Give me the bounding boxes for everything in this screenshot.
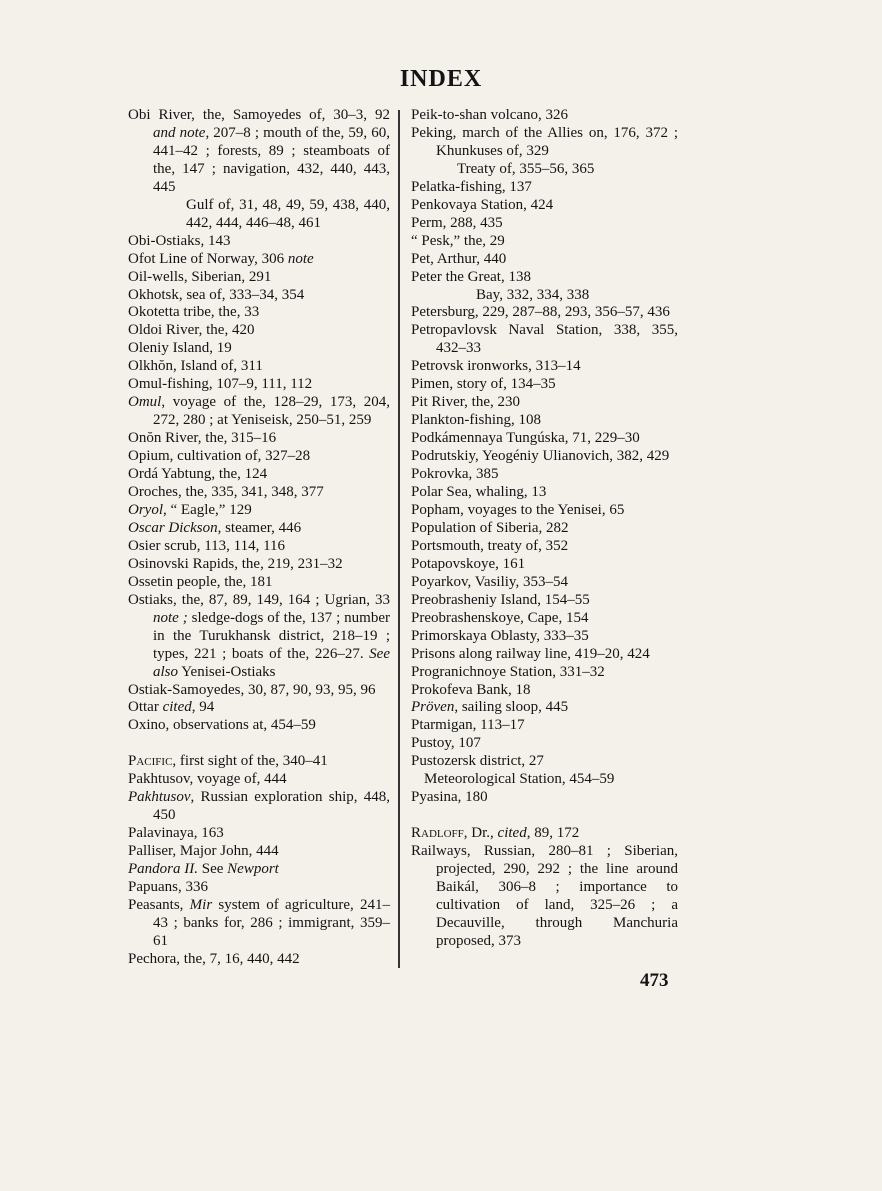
index-entry bbox=[411, 107, 678, 125]
index-entry-text: Osinovski Rapids, the, 219, 231–32 bbox=[128, 555, 343, 572]
index-entry bbox=[128, 448, 390, 466]
index-entry bbox=[128, 251, 390, 269]
index-entry bbox=[411, 430, 678, 448]
index-entry bbox=[411, 179, 678, 197]
index-entry-text: Oroches, the, 335, 341, 348, 377 bbox=[128, 484, 324, 501]
index-entry-text: Mir bbox=[189, 896, 213, 913]
index-entry bbox=[411, 376, 678, 394]
index-entry bbox=[128, 233, 390, 251]
index-entry-text: Podkámennaya Tungúska, 71, 229–30 bbox=[411, 430, 640, 447]
index-entry-text: See bbox=[198, 861, 228, 878]
index-entry bbox=[128, 951, 390, 969]
index-entry-text: note ; bbox=[153, 609, 188, 626]
index-entry bbox=[128, 861, 390, 879]
index-entry-text: Ottar bbox=[128, 699, 163, 716]
index-entry-text: , steamer, 446 bbox=[217, 519, 302, 536]
index-entry-text: , sailing sloop, 445 bbox=[454, 699, 569, 716]
index-entry-text: Pustoy, 107 bbox=[411, 735, 481, 752]
index-entry-text: sledge-dogs of the, 137 ; number in the Turukhansk district, 218–19 ; types, 221 ; boats of the, 226–27. bbox=[153, 609, 390, 662]
index-entry bbox=[411, 269, 678, 287]
index-entry-text: Newport bbox=[227, 861, 279, 878]
index-entry-text: Obi-Ostiaks, 143 bbox=[128, 232, 231, 249]
index-entry bbox=[128, 825, 390, 843]
index-entry-text: Pakhtusov bbox=[128, 789, 191, 806]
index-entry bbox=[128, 574, 390, 592]
index-entry-text: Osier scrub, 113, 114, 116 bbox=[128, 537, 286, 554]
index-entry bbox=[411, 520, 678, 538]
index-entry-text: Olkhŏn, Island of, 311 bbox=[128, 358, 263, 375]
index-entry-text: Bay, 332, 334, 338 bbox=[476, 286, 590, 303]
index-entry-text: Oryol bbox=[128, 501, 163, 518]
index-entry bbox=[128, 556, 390, 574]
index-entry bbox=[128, 269, 390, 287]
index-entry bbox=[128, 789, 390, 825]
index-entry bbox=[411, 592, 678, 610]
index-entry-text: Yenisei-Ostiaks bbox=[178, 663, 276, 680]
section-gap bbox=[128, 735, 390, 753]
index-entry-text: Penkovaya Station, 424 bbox=[411, 196, 554, 213]
index-entry bbox=[411, 735, 678, 753]
index-entry-text: Palliser, Major John, 444 bbox=[128, 843, 279, 860]
index-entry bbox=[411, 699, 678, 717]
index-entry-text: Onŏn River, the, 315–16 bbox=[128, 430, 277, 447]
index-entry bbox=[411, 628, 678, 646]
index-entry-text: Podrutskiy, Yeogéniy Ulianovich, 382, 429 bbox=[411, 448, 670, 465]
index-entry bbox=[128, 897, 390, 951]
index-entry-text: Oldoi River, the, 420 bbox=[128, 322, 255, 339]
index-entry bbox=[128, 879, 390, 897]
index-entry-text: Pechora, the, 7, 16, 440, 442 bbox=[128, 950, 300, 967]
index-entry-text: , 207–8 ; mouth of the, 59, 60, 441–42 ; forests, 89 ; steamboats of the, 147 ; navigation, 432, 440, 443, 445 bbox=[153, 124, 390, 195]
index-entry-text: Gulf of, 31, 48, 49, 59, 438, 440, 442, 444, 446–48, 461 bbox=[186, 196, 390, 231]
index-entry-text: Peasants, bbox=[128, 896, 190, 913]
index-entry-text: Radloff bbox=[411, 825, 464, 842]
index-entry-text: Pet, Arthur, 440 bbox=[411, 250, 507, 267]
index-entry bbox=[411, 717, 678, 735]
index-entry-text: Peter the Great, 138 bbox=[411, 268, 531, 285]
index-entry bbox=[411, 664, 678, 682]
index-entry bbox=[128, 376, 390, 394]
index-entry bbox=[128, 771, 390, 789]
index-entry-text: Pandora II. bbox=[128, 861, 198, 878]
index-entry bbox=[411, 771, 678, 789]
index-entry bbox=[411, 125, 678, 161]
index-entry-text: Oscar Dickson bbox=[128, 519, 218, 536]
index-entry bbox=[128, 753, 390, 771]
page-number: 473 bbox=[640, 970, 669, 991]
index-entry-text: Poyarkov, Vasiliy, 353–54 bbox=[411, 573, 568, 590]
index-entry-text: Obi River, the, Samoyedes of, 30–3, 92 bbox=[128, 107, 390, 123]
index-entry-text: Pelatka-fishing, 137 bbox=[411, 178, 532, 195]
index-entry bbox=[411, 358, 678, 376]
index-entry-text: Prisons along railway line, 419–20, 424 bbox=[411, 645, 650, 662]
index-entry-text: Ofot Line of Norway, 306 bbox=[128, 250, 288, 267]
index-entry bbox=[411, 233, 678, 251]
index-entry bbox=[411, 484, 678, 502]
index-entry bbox=[128, 107, 390, 197]
index-entry bbox=[128, 304, 390, 322]
index-entry-text: Population of Siberia, 282 bbox=[411, 519, 569, 536]
index-entry bbox=[411, 556, 678, 574]
index-entry bbox=[128, 430, 390, 448]
index-entry bbox=[411, 538, 678, 556]
index-entry-text: Treaty of, 355–56, 365 bbox=[457, 160, 595, 177]
index-entry-text: , “ Eagle,” 129 bbox=[163, 501, 252, 518]
index-entry-text: Ossetin people, the, 181 bbox=[128, 573, 273, 590]
index-entry bbox=[411, 161, 678, 179]
index-entry bbox=[411, 610, 678, 628]
index-entry bbox=[411, 287, 678, 305]
index-entry bbox=[411, 251, 678, 269]
index-entry-text: , 89, 172 bbox=[526, 825, 580, 842]
index-entry bbox=[128, 538, 390, 556]
index-entry-text: Portsmouth, treaty of, 352 bbox=[411, 537, 569, 554]
index-entry bbox=[128, 592, 390, 682]
index-entry-text: Petrovsk ironworks, 313–14 bbox=[411, 358, 581, 375]
index-entry-text: Papuans, 336 bbox=[128, 879, 208, 896]
index-entry-text: , voyage of the, 128–29, 173, 204, 272, 280 ; at Yeniseisk, 250–51, 259 bbox=[153, 394, 390, 429]
index-entry bbox=[128, 699, 390, 717]
index-entry-text: Potapovskoye, 161 bbox=[411, 555, 526, 572]
index-entry bbox=[128, 197, 390, 233]
index-entry bbox=[128, 843, 390, 861]
index-entry-text: Pokrovka, 385 bbox=[411, 466, 499, 483]
index-entry-text: Palavinaya, 163 bbox=[128, 825, 224, 842]
index-entry-text: Ostiak-Samoyedes, 30, 87, 90, 93, 95, 96 bbox=[128, 681, 376, 698]
index-entry-text: , Russian exploration ship, 448, 450 bbox=[153, 789, 390, 824]
index-entry bbox=[411, 215, 678, 233]
index-entry bbox=[411, 322, 678, 358]
index-entry bbox=[128, 484, 390, 502]
index-entry-text: Pacific bbox=[128, 753, 173, 770]
index-entry bbox=[128, 520, 390, 538]
index-entry bbox=[128, 340, 390, 358]
index-entry-text: Omul-fishing, 107–9, 111, 112 bbox=[128, 376, 313, 393]
index-entry-text: Prokofeva Bank, 18 bbox=[411, 681, 531, 698]
index-entry bbox=[128, 682, 390, 700]
index-entry-text: See also bbox=[153, 645, 390, 680]
index-entry-text: Preobrasheniy Island, 154–55 bbox=[411, 591, 590, 608]
index-entry-text: Peik-to-shan volcano, 326 bbox=[411, 107, 569, 123]
page-title: INDEX bbox=[399, 66, 483, 92]
index-entry-text: , 94 bbox=[191, 699, 215, 716]
index-entry-text: Omul bbox=[128, 394, 162, 411]
index-entry-text: , Dr., bbox=[463, 825, 498, 842]
index-entry-text: Okhotsk, sea of, 333–34, 354 bbox=[128, 286, 305, 303]
index-entry-text: note bbox=[287, 250, 314, 267]
index-entry-text: Oleniy Island, 19 bbox=[128, 340, 232, 357]
index-entry bbox=[411, 574, 678, 592]
index-entry-text: Meteorological Station, 454–59 bbox=[424, 771, 615, 788]
index-entry bbox=[411, 466, 678, 484]
index-entry bbox=[128, 394, 390, 430]
index-entry bbox=[411, 448, 678, 466]
index-entry-text: Primorskaya Oblasty, 333–35 bbox=[411, 627, 589, 644]
index-entry-text: Popham, voyages to the Yenisei, 65 bbox=[411, 501, 625, 518]
index-entry-text: Petersburg, 229, 287–88, 293, 356–57, 436 bbox=[411, 304, 670, 321]
index-entry bbox=[411, 412, 678, 430]
index-entry-text: Ostiaks, the, 87, 89, 149, 164 ; Ugrian, 33 bbox=[128, 591, 390, 608]
column-divider bbox=[398, 110, 400, 968]
index-entry bbox=[411, 646, 678, 664]
index-entry-text: Pakhtusov, voyage of, 444 bbox=[128, 771, 287, 788]
index-entry-text: Peking, march of the Allies on, 176, 372 ; Khunkuses of, 329 bbox=[411, 124, 678, 159]
index-entry-text: Perm, 288, 435 bbox=[411, 214, 503, 231]
index-entry bbox=[128, 717, 390, 735]
index-entry bbox=[128, 287, 390, 305]
index-entry-text: Preobrashenskoye, Cape, 154 bbox=[411, 609, 589, 626]
index-entry-text: Railways, Russian, 280–81 ; Siberian, projected, 290, 292 ; the line around Baikál, 306–8 ; importance to cultivation of land, 325–26 ; a Decauville, through Manchuria proposed, 373 bbox=[411, 843, 678, 949]
index-entry-text: Petropavlovsk Naval Station, 338, 355, 432–33 bbox=[411, 322, 678, 357]
index-entry-text: Oil-wells, Siberian, 291 bbox=[128, 268, 272, 285]
index-entry-text: , first sight of the, 340–41 bbox=[172, 753, 328, 770]
index-entry bbox=[128, 502, 390, 520]
index-entry bbox=[411, 304, 678, 322]
index-entry-text: Ptarmigan, 113–17 bbox=[411, 717, 525, 734]
section-gap bbox=[411, 807, 678, 825]
index-entry bbox=[411, 502, 678, 520]
index-entry-text: Pit River, the, 230 bbox=[411, 394, 520, 411]
index-entry-text: cited bbox=[497, 825, 527, 842]
index-entry bbox=[128, 358, 390, 376]
index-entry bbox=[411, 825, 678, 843]
index-entry bbox=[411, 394, 678, 412]
index-entry bbox=[411, 843, 678, 951]
index-entry-text: Pimen, story of, 134–35 bbox=[411, 376, 556, 393]
index-entry bbox=[128, 466, 390, 484]
index-entry-text: Opium, cultivation of, 327–28 bbox=[128, 448, 311, 465]
index-entry bbox=[411, 197, 678, 215]
index-entry bbox=[411, 682, 678, 700]
index-entry-text: Polar Sea, whaling, 13 bbox=[411, 484, 547, 501]
index-column-left bbox=[128, 107, 390, 969]
index-entry-text: “ Pesk,” the, 29 bbox=[411, 232, 505, 249]
index-entry-text: system of agriculture, 241–43 ; banks for, 286 ; immigrant, 359–61 bbox=[153, 896, 390, 949]
index-entry-text: and note bbox=[153, 124, 206, 141]
index-entry bbox=[128, 322, 390, 340]
index-column-right bbox=[411, 107, 678, 951]
index-entry-text: Oxino, observations at, 454–59 bbox=[128, 717, 316, 734]
index-entry-text: Plankton-fishing, 108 bbox=[411, 412, 541, 429]
index-entry-text: Ordá Yabtung, the, 124 bbox=[128, 466, 268, 483]
index-entry bbox=[411, 789, 678, 807]
index-entry-text: Pröven bbox=[411, 699, 455, 716]
index-entry bbox=[411, 753, 678, 771]
index-entry-text: Pustozersk district, 27 bbox=[411, 753, 544, 770]
index-entry-text: Progranichnoye Station, 331–32 bbox=[411, 663, 605, 680]
index-entry-text: Pyasina, 180 bbox=[411, 789, 488, 806]
index-entry-text: cited bbox=[162, 699, 192, 716]
index-entry-text: Okotetta tribe, the, 33 bbox=[128, 304, 260, 321]
